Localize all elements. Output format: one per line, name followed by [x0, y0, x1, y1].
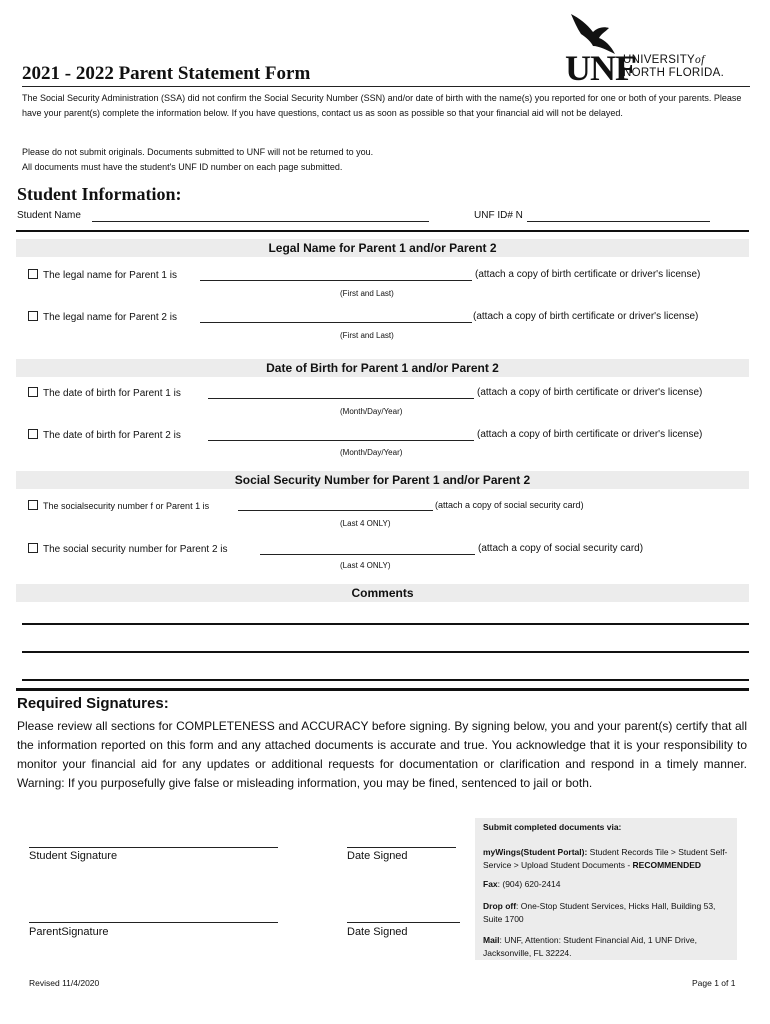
ssn-parent1-field[interactable]: [238, 510, 433, 511]
legal-name-parent2-note: (attach a copy of birth certificate or driver's license): [473, 311, 699, 322]
unf-logo: [565, 12, 755, 86]
notes: [22, 145, 750, 175]
legal-name-hint-2: (First and Last): [340, 331, 394, 340]
ssn-parent1-row: The socialsecurity number f or Parent 1 is: [28, 500, 209, 511]
legal-name-parent2-field[interactable]: [200, 322, 472, 323]
intro-text: The Social Security Administration (SSA) did not confirm the Social Security Number (SSN) and/or date of birth with the name(s) you reported for one or both of your parents. Please have your parent(s) complete the information below. If you have questions, contact us as soon as possible so that your financial aid will not be delayed.: [22, 93, 742, 118]
signatures-certification-text: Please review all sections for COMPLETENESS and ACCURACY before signing. By signing below, you and your parent(s) certify that all the information reported on this form and any attached documents is accurate and true. You acknowledge that it is your responsibility to monitor your financial aid for any updates or additional requests for documentation or clarification and respond in a timely manner. Warning: If you purposefully give false or misleading information, you may be fined, sentenced to jail or both.: [17, 719, 747, 790]
legal-name-parent1-note: (attach a copy of birth certificate or driver's license): [475, 269, 701, 280]
comments-line-3[interactable]: [22, 679, 749, 681]
dob-parent2-checkbox[interactable]: [28, 429, 38, 439]
submit-fax: Fax: (904) 620-2414: [483, 879, 561, 889]
submit-mywings: myWings(Student Portal): Student Records Tile > Student Self- Service > Upload Student Documents - RECOMMENDED: [483, 847, 728, 870]
student-date-field[interactable]: [347, 847, 456, 848]
dob-hint-2: (Month/Day/Year): [340, 448, 403, 457]
legal-name-parent2-row: The legal name for Parent 2 is: [28, 311, 177, 323]
parent-signature-label: ParentSignature: [29, 926, 109, 938]
legal-name-parent1-field[interactable]: [200, 280, 472, 281]
legal-name-hint-1: (First and Last): [340, 289, 394, 298]
student-signature-label: Student Signature: [29, 850, 118, 862]
page-number: Page 1 of 1: [692, 978, 736, 988]
student-signature-field[interactable]: [29, 847, 278, 848]
ssn-section-heading: Social Security Number for Parent 1 and/or Parent 2: [16, 471, 749, 489]
student-info-heading: Student Information:: [17, 184, 182, 204]
ssn-parent2-checkbox[interactable]: [28, 543, 38, 553]
dob-parent1-checkbox[interactable]: [28, 387, 38, 397]
dob-parent1-field[interactable]: [208, 398, 474, 399]
ssn-parent1-checkbox[interactable]: [28, 500, 38, 510]
revised-date: Revised 11/4/2020: [29, 978, 100, 988]
dob-parent1-note: (attach a copy of birth certificate or driver's license): [477, 387, 703, 398]
student-name-label: Student Name: [17, 210, 81, 221]
dob-hint-1: (Month/Day/Year): [340, 407, 403, 416]
page-title: 2021 - 2022 Parent Statement Form: [22, 63, 311, 84]
ssn-parent2-row: The social security number for Parent 2 is: [28, 543, 228, 555]
ssn-hint-1: (Last 4 ONLY): [340, 519, 391, 528]
legal-name-parent2-checkbox[interactable]: [28, 311, 38, 321]
legal-name-section-heading: Legal Name for Parent 1 and/or Parent 2: [16, 239, 749, 257]
ssn-hint-2: (Last 4 ONLY): [340, 561, 391, 570]
submit-title: Submit completed documents via:: [483, 822, 622, 832]
dob-parent1-row: The date of birth for Parent 1 is: [28, 387, 181, 399]
dob-section-heading: Date of Birth for Parent 1 and/or Parent 2: [16, 359, 749, 377]
parent-date-field[interactable]: [347, 922, 460, 923]
required-signatures-heading: Required Signatures:: [17, 695, 169, 712]
ssn-parent2-note: (attach a copy of social security card): [478, 543, 644, 554]
unf-id-label: UNF ID# N: [474, 210, 523, 221]
unf-id-field[interactable]: [527, 221, 710, 222]
ssn-parent2-field[interactable]: [260, 554, 475, 555]
comments-line-1[interactable]: [22, 623, 749, 625]
comments-heading: Comments: [16, 584, 749, 602]
dob-parent2-note: (attach a copy of birth certificate or driver's license): [477, 429, 703, 440]
legal-name-parent1-row: The legal name for Parent 1 is: [28, 269, 177, 281]
parent-date-label: Date Signed: [347, 926, 408, 938]
dob-parent2-row: The date of birth for Parent 2 is: [28, 429, 181, 441]
legal-name-parent1-checkbox[interactable]: [28, 269, 38, 279]
submit-documents-box: [475, 818, 737, 960]
submit-drop-off: Drop off: One-Stop Student Services, Hicks Hall, Building 53, Suite 1700: [483, 901, 716, 924]
student-date-label: Date Signed: [347, 850, 408, 862]
dob-parent2-field[interactable]: [208, 440, 474, 441]
logo-university-text: UNIVERSITYof NORTH FLORIDA.: [623, 54, 725, 79]
parent-signature-field[interactable]: [29, 922, 278, 923]
student-name-field[interactable]: [92, 221, 429, 222]
submit-mail: Mail: UNF, Attention: Student Financial Aid, 1 UNF Drive, Jacksonville, FL 32224.: [483, 935, 698, 958]
logo-unf-text: UNF: [565, 48, 636, 88]
ssn-parent1-note: (attach a copy of social security card): [435, 500, 584, 510]
note-line-1: Please do not submit originals. Documents submitted to UNF will not be returned to you.: [22, 147, 374, 157]
comments-line-2[interactable]: [22, 651, 749, 653]
note-line-2: All documents must have the student's UNF ID number on each page submitted.: [22, 162, 343, 172]
